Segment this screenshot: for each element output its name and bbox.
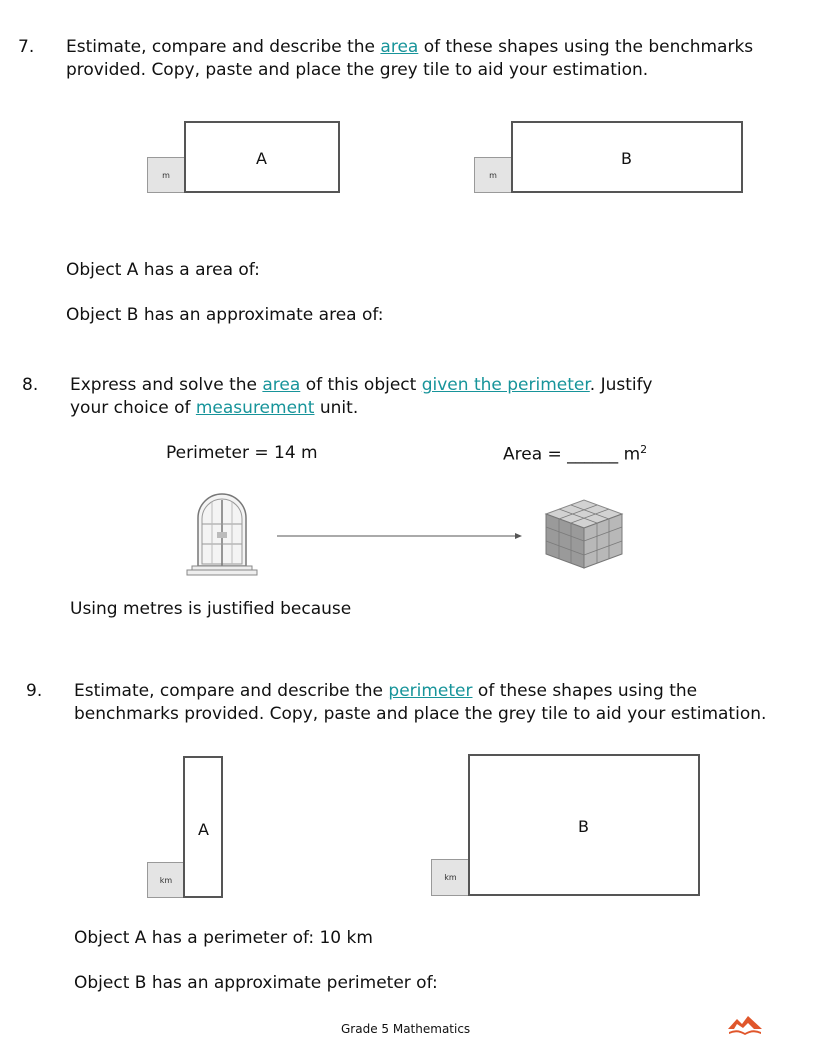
- q8-justify: Using metres is justified because: [70, 599, 352, 619]
- q8-perimeter-link[interactable]: given the perimeter: [421, 375, 590, 395]
- q9-number: 9.: [26, 681, 43, 701]
- q9-answer-b: Object B has an approximate perimeter of:: [74, 973, 438, 993]
- q7-tile-b[interactable]: [474, 157, 512, 193]
- q9-text-1: Estimate, compare and describe the: [74, 681, 389, 701]
- q7-text-2: of these shapes using the benchmarks: [418, 37, 754, 57]
- q8-prompt: [70, 374, 770, 420]
- q7-shape-a-label: A: [256, 149, 267, 168]
- q9-tile-a[interactable]: [147, 862, 185, 898]
- q8-text-1: Express and solve the: [70, 375, 263, 395]
- q9-shape-a-label: A: [198, 820, 209, 839]
- q7-number: 7.: [18, 37, 35, 57]
- q8-text-4: your choice of: [70, 398, 196, 418]
- q7-answer-a: Object A has a area of:: [66, 260, 260, 280]
- mountain-book-logo-icon: [726, 1014, 764, 1038]
- q9-tile-a-label: km: [159, 875, 173, 885]
- q8-area-label-wrap: [503, 443, 647, 465]
- q7-area-link[interactable]: area: [380, 37, 419, 57]
- q9-tile-b[interactable]: [431, 859, 470, 896]
- q8-text-2: of this object: [300, 375, 422, 395]
- q8-text-5: unit.: [314, 398, 359, 418]
- q7-shape-b-label: B: [621, 149, 632, 168]
- q8-measurement-link[interactable]: measurement: [195, 398, 315, 418]
- footer-title: Grade 5 Mathematics: [341, 1022, 471, 1036]
- q9-answer-a: Object A has a perimeter of: 10 km: [74, 928, 373, 948]
- q8-perimeter-label: Perimeter = 14 m: [166, 443, 318, 463]
- q9-perimeter-link[interactable]: perimeter: [388, 681, 473, 701]
- q7-tile-a[interactable]: [147, 157, 185, 193]
- door-icon: [184, 492, 260, 578]
- cube-blocks-icon: [543, 496, 625, 572]
- q9-text-2: of these shapes using the: [472, 681, 698, 701]
- q7-tile-a-label: m: [162, 170, 170, 180]
- arrow-icon: [275, 530, 525, 542]
- q8-text-3: . Justify: [589, 375, 653, 395]
- q7-answer-b: Object B has an approximate area of:: [66, 305, 384, 325]
- q8-area-exponent: 2: [640, 443, 648, 456]
- q9-text-3: benchmarks provided. Copy, paste and place the grey tile to aid your estimation.: [74, 704, 767, 724]
- q8-area-label: Area = ______ m: [503, 444, 641, 465]
- q7-text-1: Estimate, compare and describe the: [66, 37, 381, 57]
- q7-text-3: provided. Copy, paste and place the grey tile to aid your estimation.: [66, 60, 649, 80]
- q7-tile-b-label: m: [489, 170, 497, 180]
- q9-shape-b-label: B: [578, 817, 589, 836]
- q9-tile-b-label: km: [444, 873, 457, 882]
- q8-area-link[interactable]: area: [262, 375, 301, 395]
- q8-number: 8.: [22, 375, 39, 395]
- q7-prompt: [66, 36, 786, 82]
- q9-prompt: [74, 680, 804, 726]
